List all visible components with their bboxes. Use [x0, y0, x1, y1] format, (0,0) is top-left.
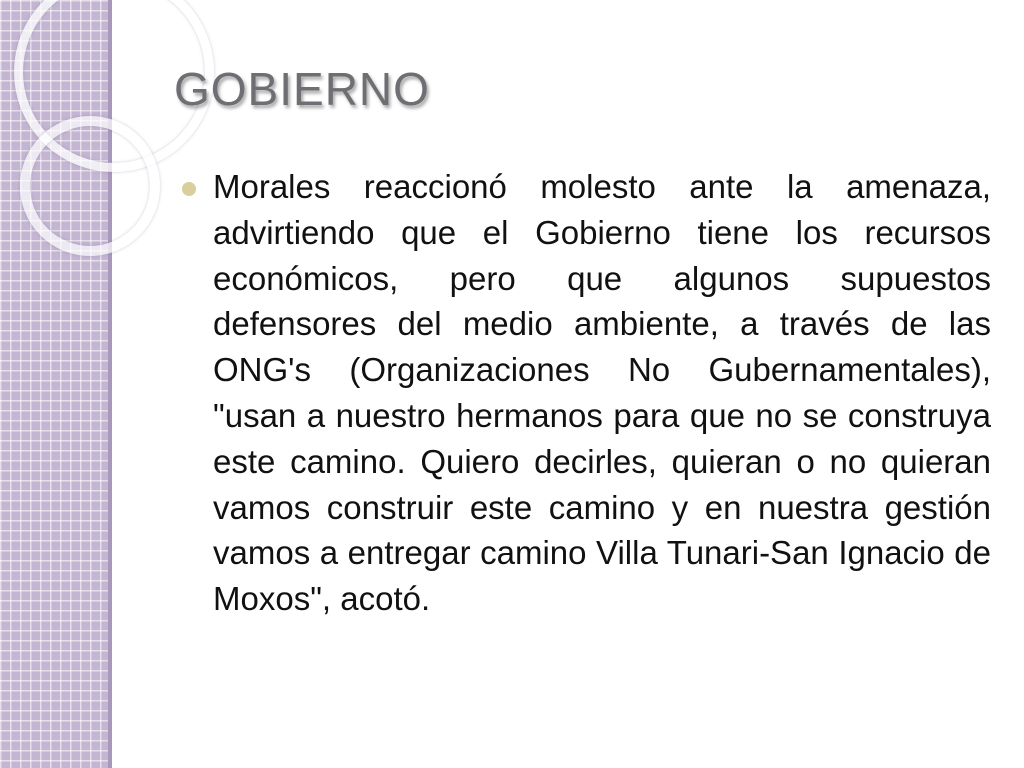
slide-title: GOBIERNO	[174, 63, 430, 115]
bullet-text: Morales reaccionó molesto ante la amenaza, advirtiendo que el Gobierno tiene los recursos económicos, pero que algunos supuestos defensores del medio ambiente, a través de las ONG's (Organizaciones No Gubernamentales), "usan a nuestro hermanos para que no se construya este camino. Quiero decirles, quieran o no quieran vamos construir este camino y en nuestra gestión vamos a entregar camino Villa Tunari-San Ignacio de Moxos", acotó.	[213, 168, 991, 618]
decorative-ring-lower	[20, 116, 160, 256]
bullet-dot-icon	[182, 182, 196, 196]
